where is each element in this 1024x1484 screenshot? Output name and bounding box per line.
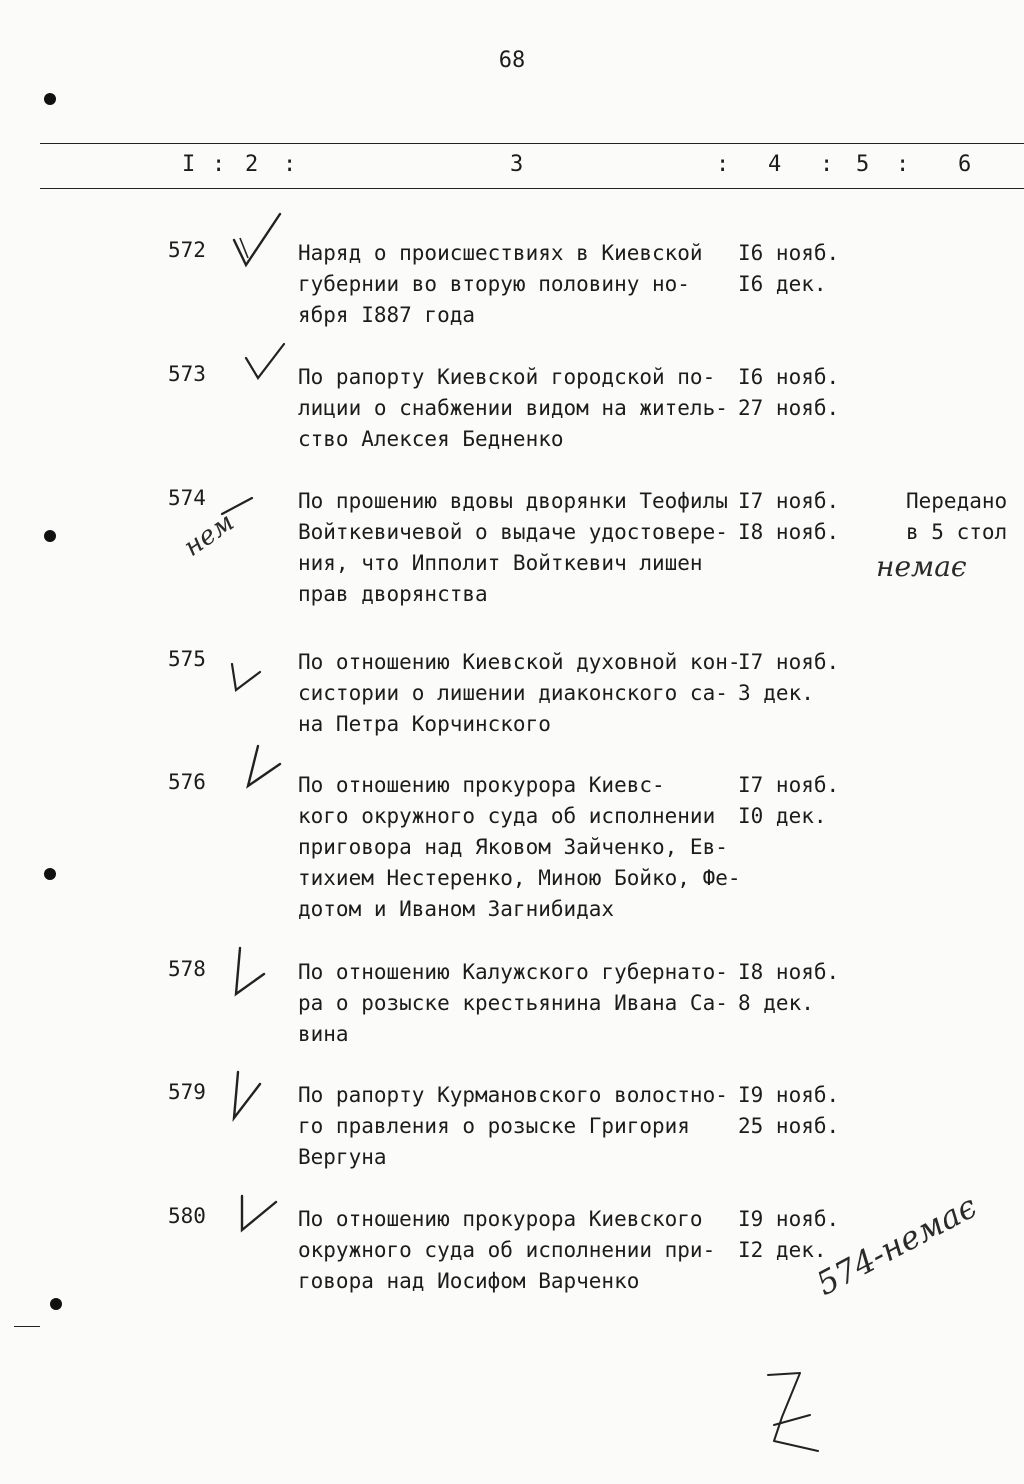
checkmark-icon — [228, 210, 288, 270]
checkmark-icon — [232, 1190, 282, 1240]
entry-dates: I9 нояб. 25 нояб. — [738, 1083, 840, 1138]
checkmark-icon — [226, 1068, 271, 1124]
entry-dates: I6 нояб. I6 дек. — [738, 241, 840, 296]
margin-tick — [14, 1326, 40, 1327]
column-separator: : — [820, 152, 834, 177]
entry-dates: I6 нояб. 27 нояб. — [738, 365, 840, 420]
entry-description: По отношению прокурора Киевс- кого окружного суда об исполнении приговора над Яковом Зайченко, Ев- тихием Нестеренко, Миною Бойко, Фе- дотом и Иваном Загнибидах — [298, 773, 741, 921]
column-4-label: 4 — [768, 152, 782, 177]
entry-dates: I8 нояб. 8 дек. — [738, 960, 840, 1015]
entry-dates: I7 нояб. I8 нояб. — [738, 489, 840, 544]
checkmark-icon — [226, 660, 266, 696]
column-3-label: 3 — [510, 152, 524, 177]
column-1-label: I — [182, 152, 196, 177]
entry-description: По отношению Киевской духовной кон- систории о лишении диаконского са- на Петра Корчинского — [298, 650, 741, 736]
entry-description: По прошению вдовы дворянки Теофилы Войткевичевой о выдаче удостовере- ния, что Ипполит Войткевич лишен прав дворянства — [298, 489, 728, 606]
handwritten-scribble-icon — [760, 1355, 830, 1455]
header-rule-top — [40, 143, 1024, 144]
column-header — [0, 152, 1024, 182]
handwritten-annotation: 574-немає — [810, 1187, 983, 1303]
binder-hole — [50, 1298, 62, 1310]
entry-number: 574 — [168, 486, 206, 510]
entry-dates: I7 нояб. I0 дек. — [738, 773, 840, 828]
entry-dates: I7 нояб. 3 дек. — [738, 650, 840, 705]
entry-note: Передано в 5 стол — [906, 489, 1008, 544]
entry-description: Наряд о происшествиях в Киевской губернии во вторую половину но- ября I887 года — [298, 241, 703, 327]
column-separator: : — [283, 152, 297, 177]
column-separator: : — [896, 152, 910, 177]
entry-dates: I9 нояб. I2 дек. — [738, 1207, 840, 1262]
column-2-label: 2 — [245, 152, 259, 177]
checkmark-icon — [240, 742, 290, 792]
column-separator: : — [212, 152, 226, 177]
column-separator: : — [716, 152, 730, 177]
entry-description: По рапорту Киевской городской по- лиции о снабжении видом на житель- ство Алексея Бедненко — [298, 365, 728, 451]
entry-number: 580 — [168, 1204, 206, 1228]
entry-description: По отношению Калужского губернато- ра о розыске крестьянина Ивана Са- вина — [298, 960, 728, 1046]
binder-hole — [44, 93, 56, 105]
column-6-label: 6 — [958, 152, 972, 177]
binder-hole — [44, 868, 56, 880]
entry-number: 572 — [168, 238, 206, 262]
entry-number: 578 — [168, 957, 206, 981]
checkmark-icon — [240, 340, 290, 385]
column-5-label: 5 — [856, 152, 870, 177]
entry-number: 579 — [168, 1080, 206, 1104]
binder-hole — [44, 530, 56, 542]
entry-number: 575 — [168, 647, 206, 671]
handwritten-margin-note: нем — [178, 507, 240, 563]
header-rule-bottom — [40, 188, 1024, 189]
entry-description: По рапорту Курмановского волостно- го правления о розыске Григория Вергуна — [298, 1083, 728, 1169]
handwritten-note: немає — [876, 550, 967, 583]
checkmark-icon — [228, 944, 273, 1000]
page-number: 68 — [498, 48, 526, 73]
entry-number: 573 — [168, 362, 206, 386]
entry-number: 576 — [168, 770, 206, 794]
entry-description: По отношению прокурора Киевского окружного суда об исполнении при- говора над Иосифом Варченко — [298, 1207, 716, 1293]
